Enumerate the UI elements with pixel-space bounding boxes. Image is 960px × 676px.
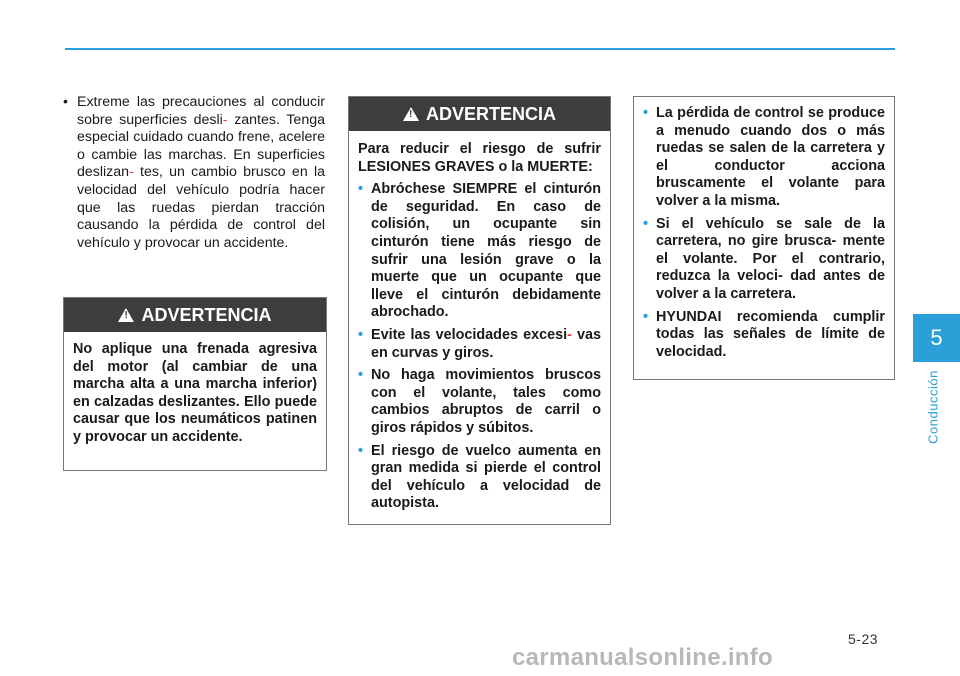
chapter-title: Conducción	[925, 370, 941, 444]
warning-list-item: • No haga movimientos bruscos con el volante, tales como cambios abruptos de carril o giros rápidos y súbitos.	[358, 367, 601, 437]
warning-triangle-icon	[403, 107, 419, 121]
warning-text: No aplique una frenada agresiva del motor (al cambiar de una marcha alta a una marcha inferior) en calzadas deslizantes. Ello puede causar que los neumáticos patinen y provocar un accidente.	[73, 341, 317, 445]
warning-header	[349, 97, 610, 131]
warning-list-item: • Si el vehículo se sale de la carretera, no gire brusca- mente el volante. Por el contrario, reduzca la veloci- dad antes de volver a la carretera.	[643, 216, 885, 304]
chapter-title-vertical	[920, 368, 946, 446]
warning-body	[634, 97, 894, 369]
warning-intro: Para reducir el riesgo de sufrir LESIONES GRAVES o la MUERTE:	[358, 141, 601, 175]
watermark: carmanualsonline.info	[512, 644, 774, 671]
warning-title: ADVERTENCIA	[141, 304, 272, 325]
warning-list-item: • Abróchese SIEMPRE el cinturón de seguridad. En caso de colisión, un ocupante sin cinturón tiene más riesgo de sufrir una lesión grave o la muerte que un ocupante que lleve el cinturón debidamente abrochado.	[358, 181, 601, 322]
warning-list-item: • Evite las velocidades excesi- vas en curvas y giros.	[358, 327, 601, 362]
warning-body	[64, 332, 326, 455]
warning-box-injury-risk	[348, 96, 611, 525]
warning-title: ADVERTENCIA	[425, 103, 556, 124]
warning-header	[64, 298, 326, 332]
warning-list-item: • HYUNDAI recomienda cumplir todas las señales de límite de velocidad.	[643, 309, 885, 362]
warning-list-item: • El riesgo de vuelco aumenta en gran medida si pierde el control del vehículo a velocidad de autopista.	[358, 443, 601, 513]
chapter-number: 5	[930, 325, 943, 350]
page-number: 5-23	[848, 631, 879, 647]
warning-list-item: • La pérdida de control se produce a menudo cuando dos o más ruedas se salen de la carretera y el conductor acciona bruscamente el volante para volver a la misma.	[643, 105, 885, 211]
warning-box-continued	[633, 96, 895, 380]
top-rule	[65, 48, 895, 50]
warning-triangle-icon	[118, 308, 134, 322]
chapter-tab	[913, 314, 960, 362]
warning-box-engine-braking	[63, 297, 327, 471]
left-column-text	[63, 94, 325, 252]
warning-body	[349, 131, 610, 521]
bullet-paragraph: • Extreme las precauciones al conducir sobre superficies desli- zantes. Tenga especial cuidado cuando frene, acelere o cambie las marchas. En superficies deslizan- tes, un cambio brusco en la velocidad del vehículo podría hacer que las ruedas pierdan tracción causando la pérdida de control del vehículo y provocar un accidente.	[63, 94, 325, 252]
